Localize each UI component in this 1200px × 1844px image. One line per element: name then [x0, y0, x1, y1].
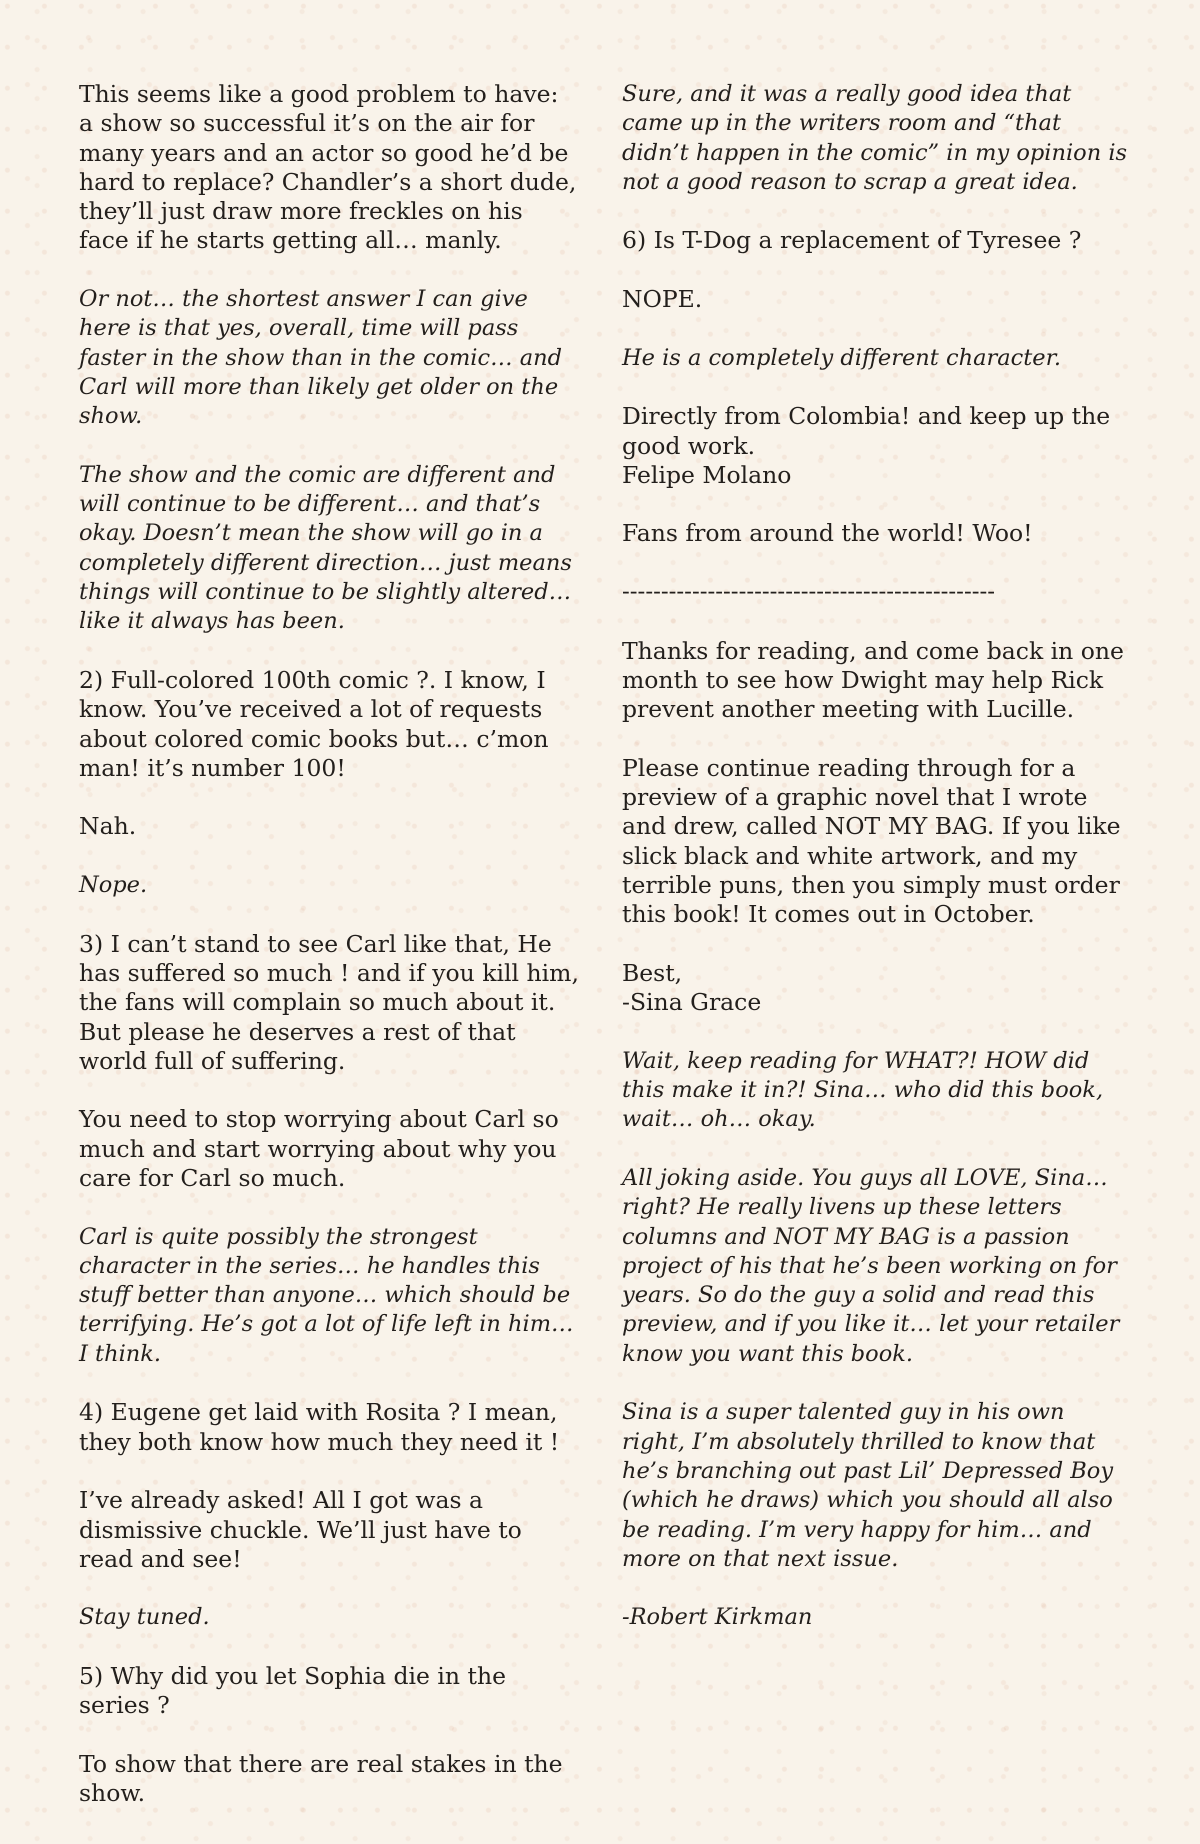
letter-question: 2) Full-colored 100th comic ?. I know, I know. You’ve received a lot of requests about colored comic books but… c’mon man! it’s number 100!	[79, 665, 549, 782]
reply-paragraph: To show that there are real stakes in the show.	[79, 1749, 563, 1808]
author-signature: -Robert Kirkman	[622, 1604, 813, 1631]
reply-paragraph: Sina is a super talented guy in his own right, I’m absolutely thrilled to know that he’s branching out past Lil’ Depressed Boy (which he draws) which you should all also be reading. I’m very happy for him… and more on that next issue.	[622, 1399, 1114, 1572]
editor-signoff-line: Best,	[622, 958, 683, 987]
reply-paragraph: I’ve already asked! All I got was a dismissive chuckle. We’ll just have to read and see!	[79, 1486, 522, 1573]
letter-signoff-line: Directly from Colombia! and keep up the good work.	[622, 402, 1111, 460]
reply-paragraph: Nope.	[79, 872, 148, 899]
editor-signoff	[622, 959, 1132, 1018]
editor-signoff-line: -Sina Grace	[622, 988, 762, 1017]
letter-signoff	[622, 402, 1132, 490]
reply-paragraph: Wait, keep reading for WHAT?! HOW did this make it in?! Sina… who did this book, wait… oh… okay.	[622, 1047, 1104, 1133]
letter-question: 3) I can’t stand to see Carl like that, He has suffered so much ! and if you kill him, the fans will complain so much about it. But please he deserves a rest of that world full of suffering.	[79, 929, 579, 1075]
reply-paragraph: Fans from around the world! Woo!	[622, 519, 1033, 548]
section-divider: ------------------------------------------------	[622, 579, 996, 606]
left-column	[79, 80, 579, 1838]
letter-question: 5) Why did you let Sophia die in the series ?	[79, 1662, 507, 1720]
reply-paragraph: All joking aside. You guys all LOVE, Sina… right? He really livens up these letters columns and NOT MY BAG is a passion project of his that he’s been working on for years. So do the guy a solid and read this preview, and if you like it… let your retailer know you want this book.	[622, 1164, 1120, 1367]
reply-paragraph: Nah.	[79, 812, 137, 841]
right-column	[622, 80, 1132, 1662]
reply-paragraph: Sure, and it was a really good idea that came up in the writers room and “that didn’t happen in the comic” in my opinion is not a good reason to scrap a great idea.	[622, 81, 1128, 195]
letter-signoff-line: Felipe Molano	[622, 460, 792, 489]
closing-paragraph: Please continue reading through for a preview of a graphic novel that I wrote and drew, called NOT MY BAG. If you like slick black and white artwork, and my terrible puns, then you simply must order this book! It comes out in October.	[622, 753, 1121, 929]
reply-paragraph: Stay tuned.	[79, 1604, 210, 1631]
reply-paragraph: He is a completely different character.	[622, 344, 1062, 371]
paragraph: This seems like a good problem to have: a show so successful it’s on the air for many years and an actor so good he’d be hard to replace? Chandler’s a short dude, they’ll just draw more freckles on his face if he starts getting all… manly.	[79, 80, 577, 255]
letter-question: 4) Eugene get laid with Rosita ? I mean, they both know how much they need it !	[79, 1398, 560, 1456]
reply-paragraph: Or not… the shortest answer I can give here is that yes, overall, time will pass faster in the show than in the comic… and Carl will more than likely get older on the show.	[79, 286, 563, 430]
closing-paragraph: Thanks for reading, and come back in one month to see how Dwight may help Rick prevent another meeting with Lucille.	[622, 636, 1124, 724]
reply-paragraph: Carl is quite possibly the strongest character in the series… he handles this stuff better than anyone… which should be terrifying. He’s got a lot of life left in him… I think.	[79, 1223, 574, 1367]
letter-question: 6) Is T-Dog a replacement of Tyresee ?	[622, 226, 1082, 255]
reply-paragraph: NOPE.	[622, 285, 703, 314]
reply-paragraph: You need to stop worrying about Carl so much and start worrying about why you care for Carl so much.	[79, 1105, 559, 1192]
reply-paragraph: The show and the comic are different and will continue to be different… and that’s okay. Doesn’t mean the show will go in a completely different direction… just means things will continue to be slightly altered… like it always has been.	[79, 461, 572, 635]
